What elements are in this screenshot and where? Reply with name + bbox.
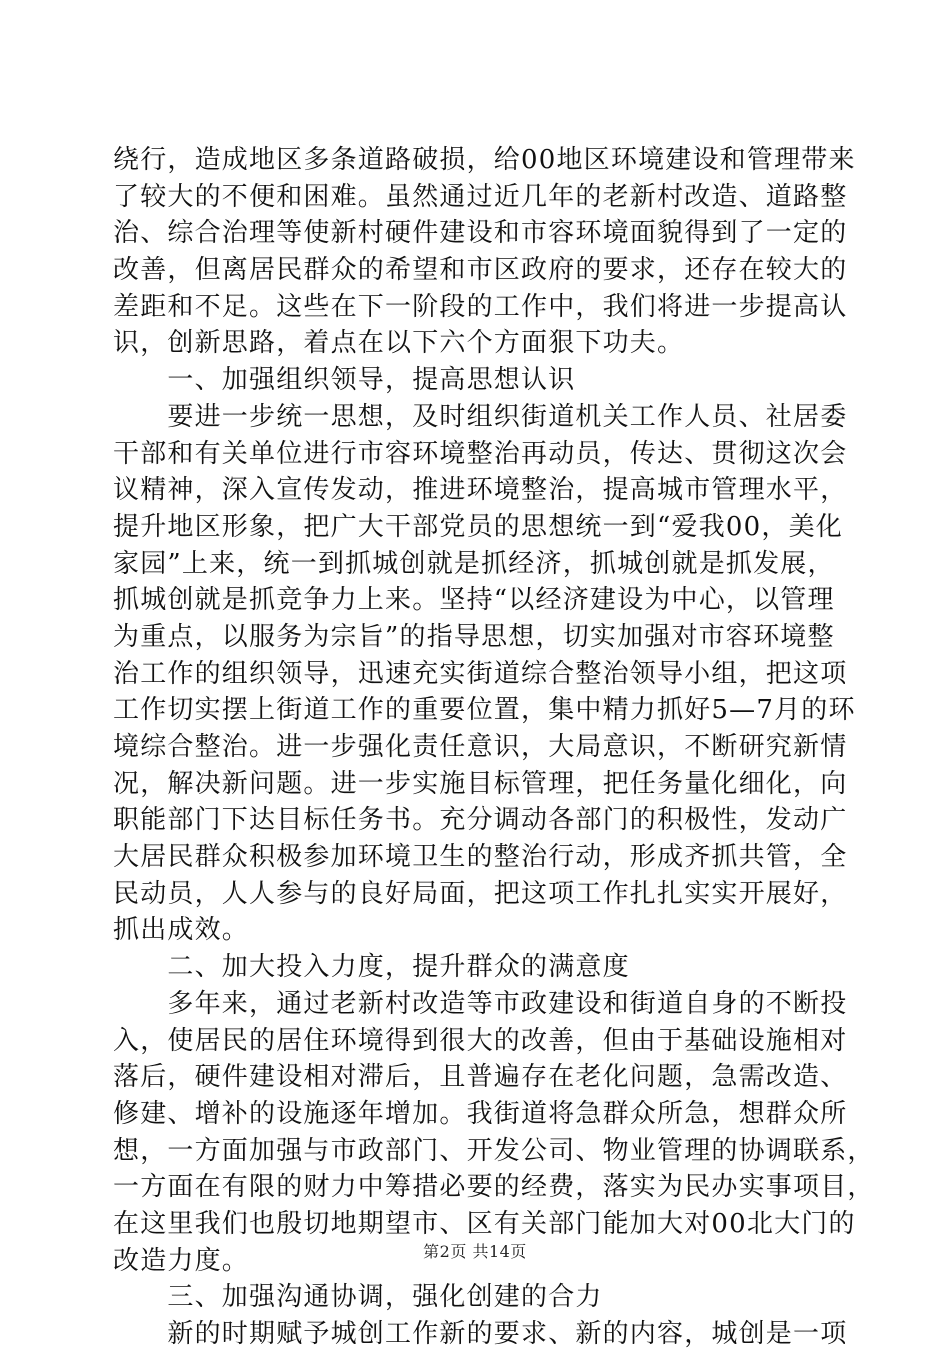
text-line: 在这里我们也殷切地期望市、区有关部门能加大对00北大门的: [113, 1208, 856, 1239]
section-heading-2: 二、加大投入力度，提升群众的满意度: [113, 952, 630, 983]
text-line: 修建、增补的设施逐年增加。我街道将急群众所急，想群众所: [113, 1098, 848, 1129]
text-line: 干部和有关单位进行市容环境整治再动员，传达、贯彻这次会: [113, 438, 848, 469]
text-line: 识，创新思路，着点在以下六个方面狠下功夫。: [113, 328, 685, 359]
text-line: 抓出成效。: [113, 915, 250, 946]
text-line: 职能部门下达目标任务书。充分调动各部门的积极性，发动广: [113, 805, 848, 836]
text-line: 抓城创就是抓竞争力上来。坚持“以经济建设为中心，以管理: [113, 585, 835, 616]
text-line: 落后，硬件建设相对滞后，且普遍存在老化问题，急需改造、: [113, 1062, 848, 1093]
text-line: 工作切实摆上街道工作的重要位置，集中精力抓好5—7月的环: [113, 695, 856, 726]
text-line: 入，使居民的居住环境得到很大的改善，但由于基础设施相对: [113, 1025, 848, 1056]
text-line: 差距和不足。这些在下一阶段的工作中，我们将进一步提高认: [113, 291, 848, 322]
text-line: 民动员，人人参与的良好局面，把这项工作扎扎实实开展好，: [113, 878, 848, 909]
text-line: 多年来，通过老新村改造等市政建设和街道自身的不断投: [113, 988, 848, 1019]
text-line: 了较大的不便和困难。虽然通过近几年的老新村改造、道路整: [113, 181, 848, 212]
text-line: 改造力度。: [113, 1245, 250, 1276]
body-text: [113, 142, 875, 1353]
text-line: 提升地区形象，把广大干部党员的思想统一到“爱我00，美化: [113, 511, 843, 542]
text-line: 家园”上来，统一到抓城创就是抓经济，抓城创就是抓发展，: [113, 548, 835, 579]
text-line: 要进一步统一思想，及时组织街道机关工作人员、社居委: [113, 401, 848, 432]
text-line: 绕行，造成地区多条道路破损，给00地区环境建设和管理带来: [113, 145, 856, 175]
text-line: 议精神，深入宣传发动，推进环境整治，提高城市管理水平，: [113, 475, 848, 506]
section-heading-1: 一、加强组织领导，提高思想认识: [113, 365, 576, 396]
text-line: 改善，但离居民群众的希望和市区政府的要求，还存在较大的: [113, 255, 848, 286]
text-line: 况，解决新问题。进一步实施目标管理，把任务量化细化，向: [113, 768, 848, 799]
text-line: 想，一方面加强与市政部门、开发公司、物业管理的协调联系，: [113, 1135, 875, 1166]
text-line: 一方面在有限的财力中筹措必要的经费，落实为民办实事项目，: [113, 1172, 875, 1203]
text-line: 新的时期赋予城创工作新的要求、新的内容，城创是一项: [113, 1319, 848, 1349]
section-heading-3: 三、加强沟通协调，强化创建的合力: [113, 1282, 603, 1313]
text-line: 大居民群众积极参加环境卫生的整治行动，形成齐抓共管，全: [113, 842, 848, 873]
text-line: 治工作的组织领导，迅速充实街道综合整治领导小组，把这项: [113, 658, 848, 689]
text-line: 治、综合治理等使新村硬件建设和市容环境面貌得到了一定的: [113, 218, 848, 249]
text-line: 境综合整治。进一步强化责任意识，大局意识，不断研究新情: [113, 732, 848, 762]
page-footer: [0, 1242, 950, 1262]
text-line: 为重点，以服务为宗旨”的指导思想，切实加强对市容环境整: [113, 621, 835, 652]
page-number-label: 第2页 共14页: [423, 1242, 527, 1261]
